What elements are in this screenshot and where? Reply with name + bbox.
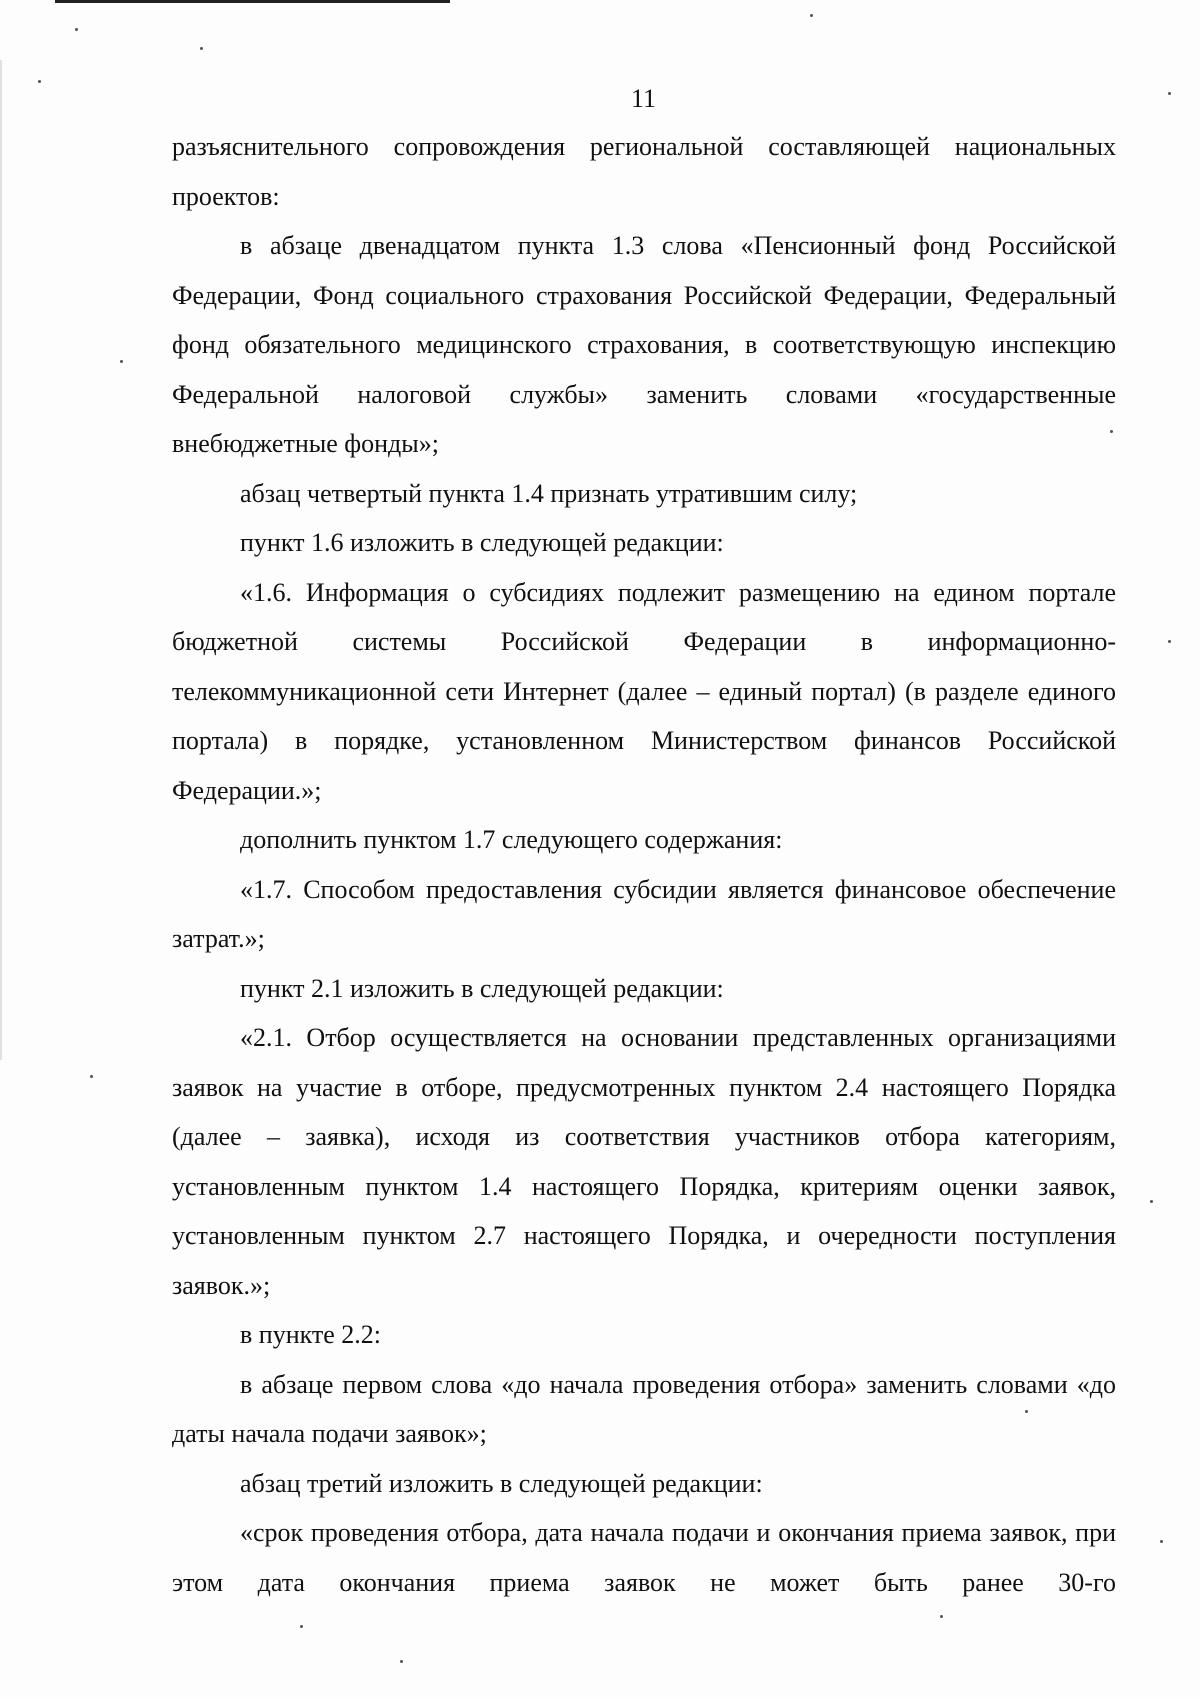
paragraph-amendment-1-3: в абзаце двенадцатом пункта 1.3 слова «Пенсионный фонд Российской Федерации, Фонд социального страхования Российской Федерации, Федеральный фонд обязательного медицинского страхования, в соответствующую инспекцию Федеральной налоговой службы» заменить словами «государственные внебюджетные фонды»; [172,231,1116,458]
scan-speck [90,1075,93,1078]
paragraph-new-2-2-third: «срок проведения отбора, дата начала подачи и окончания приема заявок, при этом дата окончания приема заявок не может быть ранее 30-го [172,1518,1116,1597]
paragraph-amendment-2-1-intro: пункт 2.1 изложить в следующей редакции: [240,973,724,1003]
paragraph-new-1-7: «1.7. Способом предоставления субсидии является финансовое обеспечение затрат.»; [172,874,1116,953]
paragraph-amendment-1-4: абзац четвертый пункта 1.4 признать утратившим силу; [240,478,858,508]
paragraph-amendment-1-7-intro: дополнить пунктом 1.7 следующего содержания: [240,825,783,854]
scan-speck [300,1625,303,1628]
scan-speck [810,14,813,17]
scan-top-edge-rule [55,0,450,3]
paragraph-amendment-2-2-first: в абзаце первом слова «до начала проведения отбора» заменить словами «до даты начала подачи заявок»; [172,1369,1116,1448]
document-body [172,122,1116,1607]
scan-speck [200,47,203,50]
page-number: 11 [630,84,657,113]
scan-speck [1168,640,1171,643]
paragraph-new-1-6: «1.6. Информация о субсидиях подлежит размещению на едином портале бюджетной системы Российской Федерации в информационно-телекоммуникационной сети Интернет (далее – единый портал) (в разделе единого портала) в порядке, установленном Министерством финансов Российской Федерации.»; [172,577,1116,805]
paragraph-continuation: разъяснительного сопровождения региональной составляющей национальных проектов: [172,132,1116,211]
paragraph-amendment-1-6-intro: пункт 1.6 изложить в следующей редакции: [240,528,724,557]
paragraph-amendment-2-2-intro: в пункте 2.2: [240,1320,382,1349]
scan-speck [940,1615,943,1618]
scan-speck [1168,92,1171,95]
scan-speck [75,28,78,31]
scan-speck [120,360,123,363]
scan-speck [1110,430,1113,433]
scan-speck [400,1660,403,1663]
paragraph-new-2-1: «2.1. Отбор осуществляется на основании представленных организациями заявок на участие в отборе, предусмотренных пунктом 2.4 настоящего Порядка (далее – заявка), исходя из соответствия участников отбора категориям, установленным пунктом 1.4 настоящего Порядка, критериям оценки заявок, установленным пунктом 2.7 настоящего Порядка, и очередности поступления заявок.»; [172,1023,1116,1300]
scan-speck [1160,1540,1163,1543]
scan-speck [1150,1200,1153,1203]
paragraph-amendment-2-2-third-intro: абзац третий изложить в следующей редакции: [240,1468,763,1498]
scan-speck [1025,1410,1028,1413]
scan-speck [38,80,41,83]
scan-left-edge-shadow [0,60,2,1060]
